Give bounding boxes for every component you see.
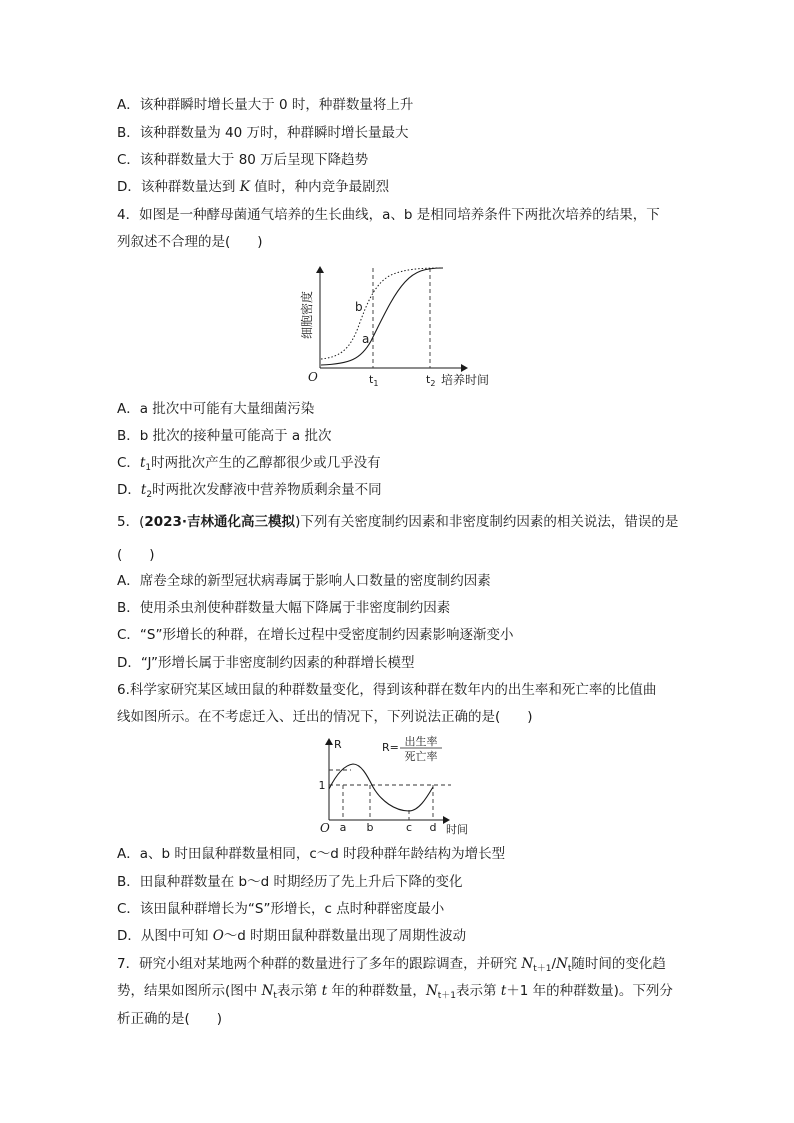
q5-stem-text: )下列有关密度制约因素和非密度制约因素的相关说法，错误的是 bbox=[295, 514, 679, 530]
q4-d-t: t bbox=[140, 482, 147, 498]
q7-sub-t1: t＋1 bbox=[533, 964, 552, 974]
q4-option-b: B．b 批次的接种量可能高于 a 批次 bbox=[117, 428, 332, 444]
q6-x-b: b bbox=[366, 821, 374, 834]
q3-option-a: A．该种群瞬时增长量大于 0 时，种群数量将上升 bbox=[117, 97, 414, 113]
q5-option-d: D．“J”形增长属于非密度制约因素的种群增长模型 bbox=[117, 655, 415, 671]
q4-t1-t: t bbox=[369, 373, 374, 386]
q3-option-b: B．该种群数量为 40 万时，种群瞬时增长量最大 bbox=[117, 125, 409, 141]
q7-t1: t bbox=[321, 983, 328, 999]
q4-stem-line2: 列叙述不合理的是( ) bbox=[117, 234, 263, 250]
q4-t1-sub: 1 bbox=[373, 379, 379, 388]
q7-l1-a: 7．研究小组对某地两个种群的数量进行了多年的跟踪调查，并研究 bbox=[117, 956, 522, 972]
q7-N2: N bbox=[556, 956, 568, 972]
q4-option-a: A．a 批次中可能有大量细菌污染 bbox=[117, 401, 315, 417]
q6-curve bbox=[329, 764, 433, 811]
q6-stem-line2: 线如图所示。在不考虑迁入、迁出的情况下，下列说法正确的是( ) bbox=[117, 709, 533, 725]
q4-curve-a bbox=[321, 268, 443, 365]
q6-ylabel: R bbox=[334, 738, 342, 751]
q7-sub-t-2: t bbox=[273, 991, 277, 1001]
q7-l2-c: 年的种群数量， bbox=[327, 983, 426, 999]
q7-l1-b: 随时间的变化趋 bbox=[571, 956, 666, 972]
q6-d-post: ～d 时期田鼠种群数量出现了周期性波动 bbox=[223, 928, 467, 944]
q4-option-c bbox=[117, 454, 381, 477]
q4-t2-label bbox=[426, 373, 435, 388]
q7-N4: N bbox=[425, 983, 438, 999]
q6-formula-numerator: 出生率 bbox=[404, 735, 438, 748]
q4-curve-b-label: b bbox=[355, 300, 363, 314]
q7-t2: t bbox=[500, 983, 507, 999]
q3-option-d bbox=[117, 178, 389, 196]
q7-stem-line1 bbox=[117, 955, 666, 978]
q6-x-a: a bbox=[339, 821, 347, 834]
q4-curve-b bbox=[321, 268, 443, 359]
q7-N1: N bbox=[521, 956, 534, 972]
q4-t1-label bbox=[369, 373, 378, 388]
q4-d-label: D． bbox=[117, 482, 141, 498]
q6-one-label: 1 bbox=[318, 779, 326, 792]
q3-d-pre: D．该种群数量达到 bbox=[117, 179, 240, 195]
q5-stem bbox=[117, 513, 678, 531]
q3-option-c: C．该种群数量大于 80 万后呈现下降趋势 bbox=[117, 152, 369, 168]
q6-formula-lhs: R= bbox=[382, 741, 399, 754]
q5-source: 2023·吉林通化高三模拟 bbox=[144, 514, 296, 530]
q7-stem-line3: 析正确的是( ) bbox=[117, 1011, 223, 1027]
q6-origin: O bbox=[320, 821, 330, 835]
q6-ratio-curve-figure bbox=[315, 735, 480, 837]
q7-sub-t: t bbox=[567, 964, 572, 974]
q6-option-c: C．该田鼠种群增长为“S”形增长，c 点时种群密度最小 bbox=[117, 901, 445, 917]
q4-t2-sub: 2 bbox=[430, 379, 436, 388]
q4-stem-line1: 4．如图是一种酵母菌通气培养的生长曲线，a、b 是相同培养条件下两批次培养的结果，下 bbox=[117, 207, 660, 223]
q4-c-t: t bbox=[139, 455, 146, 471]
q7-l2-d: 表示第 bbox=[456, 983, 501, 999]
q6-d-O: O bbox=[212, 928, 224, 944]
q5-paren: ( ) bbox=[117, 547, 155, 563]
q4-curve-a-label: a bbox=[362, 332, 370, 346]
q4-c-label: C． bbox=[117, 455, 140, 471]
q6-option-b: B．田鼠种群数量在 b～d 时期经历了先上升后下降的变化 bbox=[117, 874, 463, 890]
q7-l2-a: 势，结果如图所示(图中 bbox=[117, 983, 262, 999]
q5-option-c: C．“S”形增长的种群，在增长过程中受密度制约因素影响逐渐变小 bbox=[117, 627, 514, 643]
q6-xlabel: 时间 bbox=[446, 823, 468, 836]
q6-formula-denominator: 死亡率 bbox=[404, 750, 438, 763]
q7-l2-e: ＋1 年的种群数量)。下列分 bbox=[506, 983, 673, 999]
q6-option-a: A．a、b 时田鼠种群数量相同，c～d 时段种群年龄结构为增长型 bbox=[117, 846, 506, 862]
q3-d-K: K bbox=[239, 179, 250, 195]
q4-growth-curve-figure bbox=[295, 255, 505, 390]
q4-d-text: 时两批次发酵液中营养物质剩余量不同 bbox=[152, 482, 382, 498]
q5-option-b: B．使用杀虫剂使种群数量大幅下降属于非密度制约因素 bbox=[117, 600, 451, 616]
q6-d-pre: D．从图中可知 bbox=[117, 928, 213, 944]
q7-N3: N bbox=[261, 983, 274, 999]
q5-num: 5．( bbox=[117, 514, 145, 530]
q7-sub-t1-2: t＋1 bbox=[437, 991, 457, 1001]
q5-option-a: A．席卷全球的新型冠状病毒属于影响人口数量的密度制约因素 bbox=[117, 573, 491, 589]
q4-d-sub: 2 bbox=[146, 490, 153, 500]
q4-origin: O bbox=[308, 370, 318, 384]
q4-option-d bbox=[117, 481, 382, 504]
q7-stem-line2 bbox=[117, 982, 673, 1005]
q4-c-text: 时两批次产生的乙醇都很少或几乎没有 bbox=[151, 455, 381, 471]
q7-l2-b: 表示第 bbox=[276, 983, 322, 999]
q6-x-c: c bbox=[405, 821, 413, 834]
q6-option-d bbox=[117, 927, 466, 945]
q4-ylabel: 细胞密度 bbox=[300, 290, 314, 340]
q4-t2-t: t bbox=[426, 373, 431, 386]
q6-x-d: d bbox=[429, 821, 437, 834]
q4-xlabel: 培养时间 bbox=[441, 373, 490, 387]
q3-d-post: 值时，种内竞争最剧烈 bbox=[249, 179, 390, 195]
q6-stem-line1: 6.科学家研究某区域田鼠的种群数量变化，得到该种群在数年内的出生率和死亡率的比值曲 bbox=[117, 682, 657, 698]
q4-c-sub: 1 bbox=[145, 463, 152, 473]
q7-slash: / bbox=[551, 956, 557, 972]
